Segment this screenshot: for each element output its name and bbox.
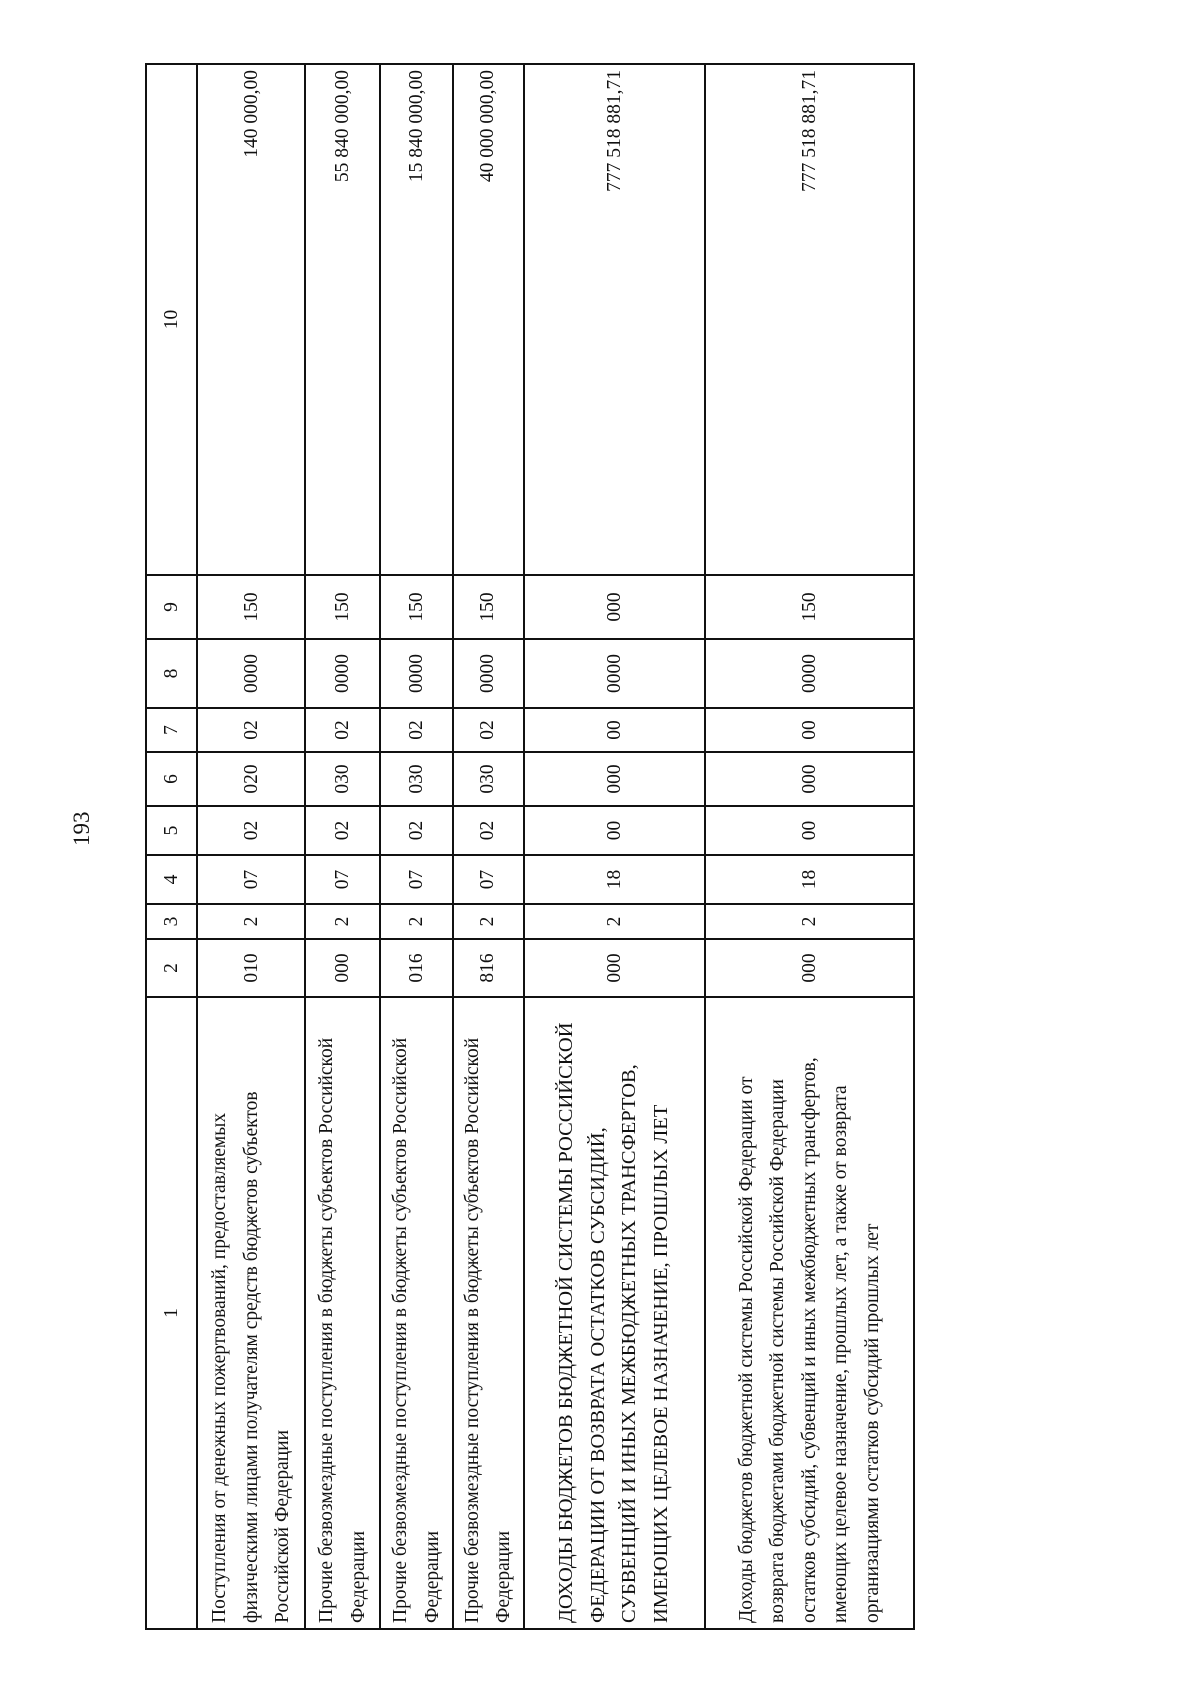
table-row bbox=[524, 64, 706, 1629]
table-row bbox=[305, 64, 380, 1629]
row-description: ДОХОДЫ БЮДЖЕТОВ БЮДЖЕТНОЙ СИСТЕМЫ РОССИЙСКОЙ ФЕДЕРАЦИИ ОТ ВОЗВРАТА ОСТАТКОВ СУБСИДИЙ, СУБВЕНЦИЙ И ИНЫХ МЕЖБЮДЖЕТНЫХ ТРАНСФЕРТОВ, ИМЕЮЩИХ ЦЕЛЕВОЕ НАЗНАЧЕНИЕ, ПРОШЛЫХ ЛЕТ bbox=[524, 997, 706, 1629]
code-cell: 00 bbox=[524, 806, 706, 855]
budget-table bbox=[145, 63, 915, 1630]
code-cell: 07 bbox=[197, 855, 305, 904]
code-cell: 18 bbox=[524, 855, 706, 904]
column-header: 2 bbox=[146, 939, 197, 997]
row-description: Прочие безвозмездные поступления в бюджеты субъектов Российской Федерации bbox=[453, 997, 524, 1629]
code-cell: 07 bbox=[380, 855, 453, 904]
row-description: Доходы бюджетов бюджетной системы Российской Федерации от возврата бюджетами бюджетной системы Российской Федерации остатков субсидий, субвенций и иных межбюджетных трансфертов, имеющих целевое назначение, прошлых лет, а также от возврата организациями остатков субсидий прошлых лет bbox=[705, 997, 914, 1629]
code-cell: 000 bbox=[524, 939, 706, 997]
column-header: 4 bbox=[146, 855, 197, 904]
code-cell: 0000 bbox=[453, 639, 524, 708]
code-cell: 030 bbox=[305, 752, 380, 806]
column-header: 1 bbox=[146, 997, 197, 1629]
code-cell: 000 bbox=[705, 939, 914, 997]
amount-cell: 40 000 000,00 bbox=[453, 64, 524, 575]
amount-cell: 55 840 000,00 bbox=[305, 64, 380, 575]
code-cell: 0000 bbox=[197, 639, 305, 708]
code-cell: 07 bbox=[453, 855, 524, 904]
table-row bbox=[705, 64, 914, 1629]
code-cell: 0000 bbox=[305, 639, 380, 708]
code-cell: 02 bbox=[453, 806, 524, 855]
code-cell: 0000 bbox=[705, 639, 914, 708]
code-cell: 150 bbox=[305, 575, 380, 639]
column-header: 6 bbox=[146, 752, 197, 806]
code-cell: 02 bbox=[453, 708, 524, 752]
rotated-table-container bbox=[145, 65, 915, 1630]
amount-cell: 15 840 000,00 bbox=[380, 64, 453, 575]
code-cell: 2 bbox=[705, 904, 914, 939]
code-cell: 020 bbox=[197, 752, 305, 806]
code-cell: 2 bbox=[380, 904, 453, 939]
code-cell: 02 bbox=[305, 708, 380, 752]
code-cell: 00 bbox=[524, 708, 706, 752]
code-cell: 18 bbox=[705, 855, 914, 904]
code-cell: 150 bbox=[197, 575, 305, 639]
table-row bbox=[453, 64, 524, 1629]
page-number: 193 bbox=[69, 811, 94, 846]
column-header: 3 bbox=[146, 904, 197, 939]
code-cell: 00 bbox=[705, 708, 914, 752]
row-description: Прочие безвозмездные поступления в бюджеты субъектов Российской Федерации bbox=[305, 997, 380, 1629]
code-cell: 2 bbox=[305, 904, 380, 939]
table-header-row bbox=[146, 64, 197, 1629]
code-cell: 0000 bbox=[380, 639, 453, 708]
code-cell: 02 bbox=[197, 806, 305, 855]
row-description: Поступления от денежных пожертвований, предоставляемых физическими лицами получателям средств бюджетов субъектов Российской Федерации bbox=[197, 997, 305, 1629]
code-cell: 2 bbox=[524, 904, 706, 939]
amount-cell: 140 000,00 bbox=[197, 64, 305, 575]
column-header: 10 bbox=[146, 64, 197, 575]
code-cell: 2 bbox=[453, 904, 524, 939]
column-header: 8 bbox=[146, 639, 197, 708]
code-cell: 000 bbox=[524, 752, 706, 806]
code-cell: 000 bbox=[705, 752, 914, 806]
code-cell: 02 bbox=[305, 806, 380, 855]
code-cell: 02 bbox=[380, 806, 453, 855]
code-cell: 02 bbox=[380, 708, 453, 752]
table-row bbox=[197, 64, 305, 1629]
code-cell: 02 bbox=[197, 708, 305, 752]
code-cell: 150 bbox=[705, 575, 914, 639]
code-cell: 150 bbox=[453, 575, 524, 639]
code-cell: 0000 bbox=[524, 639, 706, 708]
code-cell: 016 bbox=[380, 939, 453, 997]
table-row bbox=[380, 64, 453, 1629]
code-cell: 00 bbox=[705, 806, 914, 855]
code-cell: 000 bbox=[524, 575, 706, 639]
column-header: 5 bbox=[146, 806, 197, 855]
code-cell: 816 bbox=[453, 939, 524, 997]
code-cell: 010 bbox=[197, 939, 305, 997]
code-cell: 030 bbox=[453, 752, 524, 806]
amount-cell: 777 518 881,71 bbox=[705, 64, 914, 575]
row-description: Прочие безвозмездные поступления в бюджеты субъектов Российской Федерации bbox=[380, 997, 453, 1629]
code-cell: 030 bbox=[380, 752, 453, 806]
column-header: 9 bbox=[146, 575, 197, 639]
code-cell: 000 bbox=[305, 939, 380, 997]
code-cell: 150 bbox=[380, 575, 453, 639]
column-header: 7 bbox=[146, 708, 197, 752]
amount-cell: 777 518 881,71 bbox=[524, 64, 706, 575]
code-cell: 2 bbox=[197, 904, 305, 939]
code-cell: 07 bbox=[305, 855, 380, 904]
